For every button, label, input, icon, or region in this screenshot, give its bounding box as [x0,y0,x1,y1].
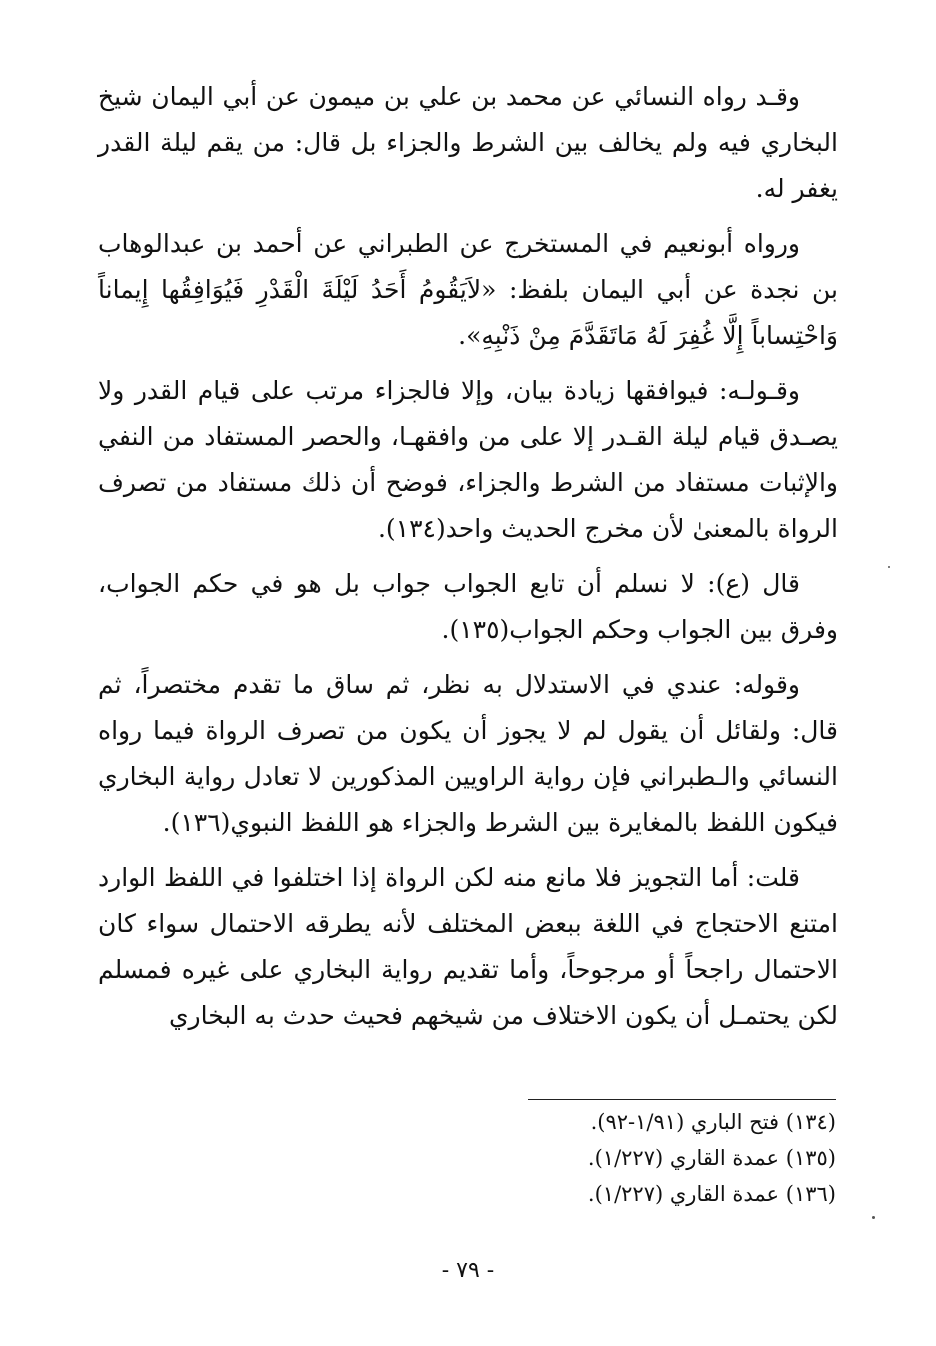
paragraph-3: وقـولـه: فيوافقها زيادة بيان، وإلا فالجزاء مرتب على قيام القدر ولا يصـدق قيام ليلة القـدر إلا على من وافقهـا، والحصر المستفاد من النفي والإثبات مستفاد من الشرط والجزاء، فوضح أن ذلك مستفاد من تصرف الرواة بالمعنىٰ لأن مخرج الحديث واحد(١٣٤). [98,376,838,543]
page-number: - ٧٩ - [441,1258,495,1283]
footnote-135: (١٣٥) عمدة القاري (١/٢٢٧). [587,1146,836,1170]
main-text [98,74,838,1039]
paragraph-6: قلت: أما التجويز فلا مانع منه لكن الرواة إذا اختلفوا في اللفظ الوارد امتنع الاحتجاج في اللغة ببعض المختلف لأنه يطرقه الاحتمال سواء كان الاحتمال راجحاً أو مرجوحاً، وأما تقديم رواية البخاري على غيره فمسلم لكن يحتمـل أن يكون الاختلاف من شيخهم فحيث حدث به البخاري [98,863,838,1030]
footnote-136: (١٣٦) عمدة القاري (١/٢٢٧). [587,1182,836,1206]
paragraph-4: قال (ع): لا نسلم أن تابع الجواب جواب بل هو في حكم الجواب، وفرق بين الجواب وحكم الجواب(١٣٥). [98,569,838,644]
footnote-separator [528,1099,836,1100]
scan-speck [872,1216,875,1219]
footnote-134: (١٣٤) فتح الباري (١/٩١-٩٢). [590,1110,836,1134]
paragraph-5: وقوله: عندي في الاستدلال به نظر، ثم ساق ما تقدم مختصراً، ثم قال: ولقائل أن يقول لم لا يجوز أن يكون من تصرف الرواة فيما رواه النسائي والـطبراني فإن رواية الراويين المذكورين لا تعادل رواية البخاري فيكون اللفظ بالمغايرة بين الشرط والجزاء هو اللفظ النبوي(١٣٦). [98,670,838,837]
scan-speck [888,566,890,568]
paragraph-2: ورواه أبونعيم في المستخرج عن الطبراني عن أحمد بن عبدالوهاب بن نجدة عن أبي اليمان بلفظ: «لاَيَقُومُ أَحَدُ لَيْلَةَ الْقَدْرِ فَيُوَافِقُها إِيماناً وَاحْتِساباً إِلَّا غُفِرَ لَهُ مَاتَقَدَّمَ مِنْ ذَنْبِهِ». [98,229,838,350]
footnotes [440,1104,836,1212]
paragraph-1: وقـد رواه النسائي عن محمد بن علي بن ميمون عن أبي اليمان شيخ البخاري فيه ولم يخالف بين الشرط والجزاء بل قال: من يقم ليلة القدر يغفر له. [98,82,838,203]
